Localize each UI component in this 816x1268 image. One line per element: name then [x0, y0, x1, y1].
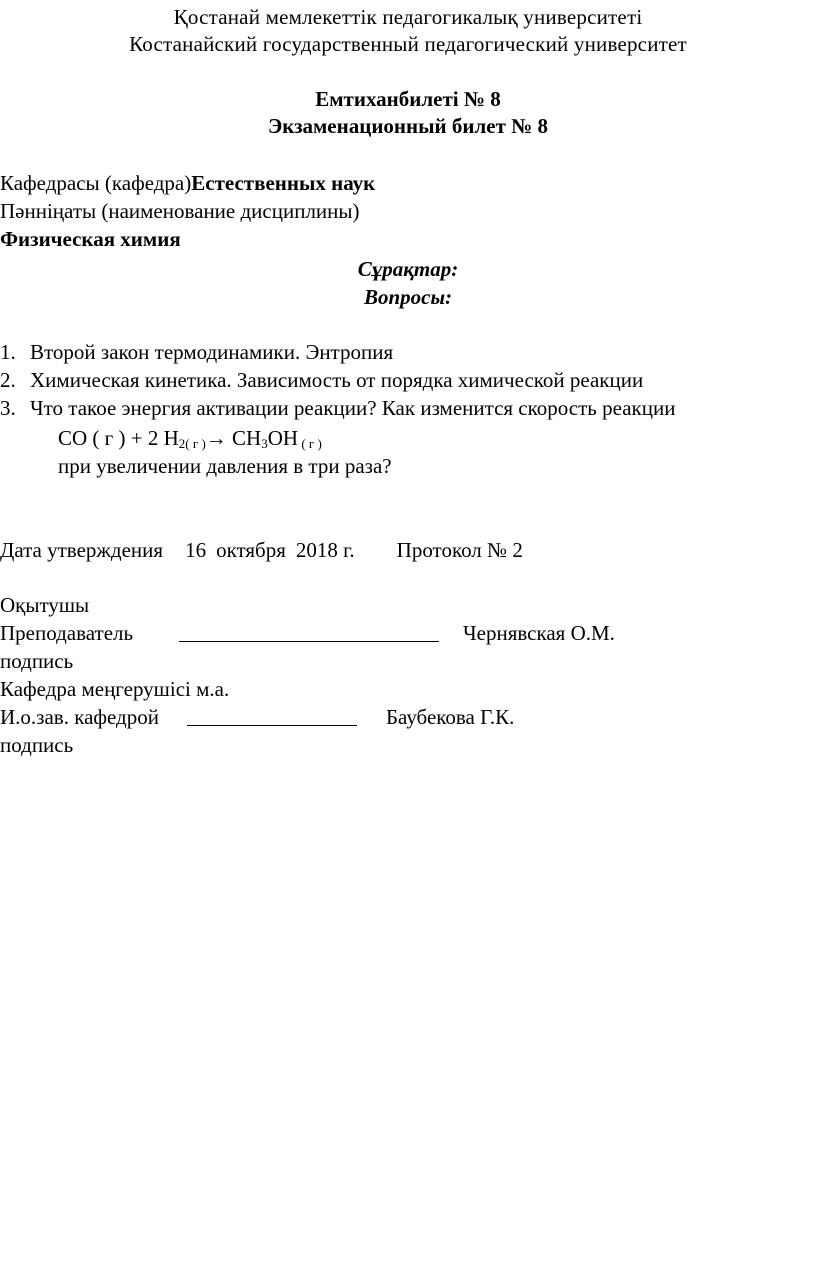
head-signature-line [187, 725, 357, 726]
question-number: 2. [0, 368, 16, 392]
question-item [0, 367, 643, 393]
discipline-label: Пәнніңаты (наименование дисциплины) [0, 199, 360, 223]
teacher-label-ru: Преподаватель [0, 621, 134, 645]
department-label: Кафедрасы (кафедра) [0, 171, 192, 195]
teacher-label-kz: Оқытушы [0, 593, 90, 617]
formula-oh: OH [267, 426, 299, 450]
head-name: Баубекова Г.К. [386, 705, 515, 729]
formula-ch: CH [226, 426, 262, 450]
approval-label: Дата утверждения [0, 538, 164, 562]
approval-year: 2018 г. [295, 538, 355, 562]
question-text: Химическая кинетика. Зависимость от порядка химической реакции [30, 368, 644, 392]
question-text: Что такое энергия активации реакции? Как изменится скорость реакции [30, 396, 676, 420]
department-value: Естественных наук [191, 171, 376, 195]
formula-oh-phase: ( г ) [298, 436, 322, 451]
university-name-kz: Қостанай мемлекеттік педагогикалық университеті [173, 5, 643, 29]
teacher-signature-line [179, 641, 439, 642]
approval-line [0, 537, 523, 563]
formula-reactants: CO ( г ) + 2 H [58, 426, 179, 450]
question-3-continuation: при увеличении давления в три раза? [58, 454, 392, 478]
discipline-value: Физическая химия [0, 227, 181, 251]
questions-heading-kz: Сұрақтар: [357, 257, 459, 281]
question-number: 3. [0, 396, 16, 420]
questions-heading-ru: Вопросы: [363, 285, 453, 309]
question-text: Второй закон термодинамики. Энтропия [30, 340, 394, 364]
approval-day: 16 [185, 538, 207, 562]
formula-ch-subscript: 3 [261, 436, 268, 451]
teacher-name: Чернявская О.М. [463, 621, 615, 645]
department-line [0, 170, 375, 196]
question-item [0, 395, 675, 421]
formula-h-subscript: 2( г ) [178, 436, 206, 451]
head-label-kz: Кафедра меңгерушісі м.а. [0, 677, 230, 701]
signature-caption: подпись [0, 649, 74, 673]
head-label-ru: И.о.зав. кафедрой [0, 705, 159, 729]
reaction-arrow: → [205, 426, 227, 450]
approval-month: октября [216, 538, 286, 562]
question-number: 1. [0, 340, 16, 364]
ticket-title-ru: Экзаменационный билет № 8 [268, 114, 548, 138]
ticket-title-kz: Емтиханбилеті № 8 [315, 87, 501, 111]
protocol-number: Протокол № 2 [396, 538, 523, 562]
question-item [0, 339, 393, 365]
university-name-ru: Костанайский государственный педагогический университет [129, 32, 687, 56]
signature-caption: подпись [0, 733, 74, 757]
